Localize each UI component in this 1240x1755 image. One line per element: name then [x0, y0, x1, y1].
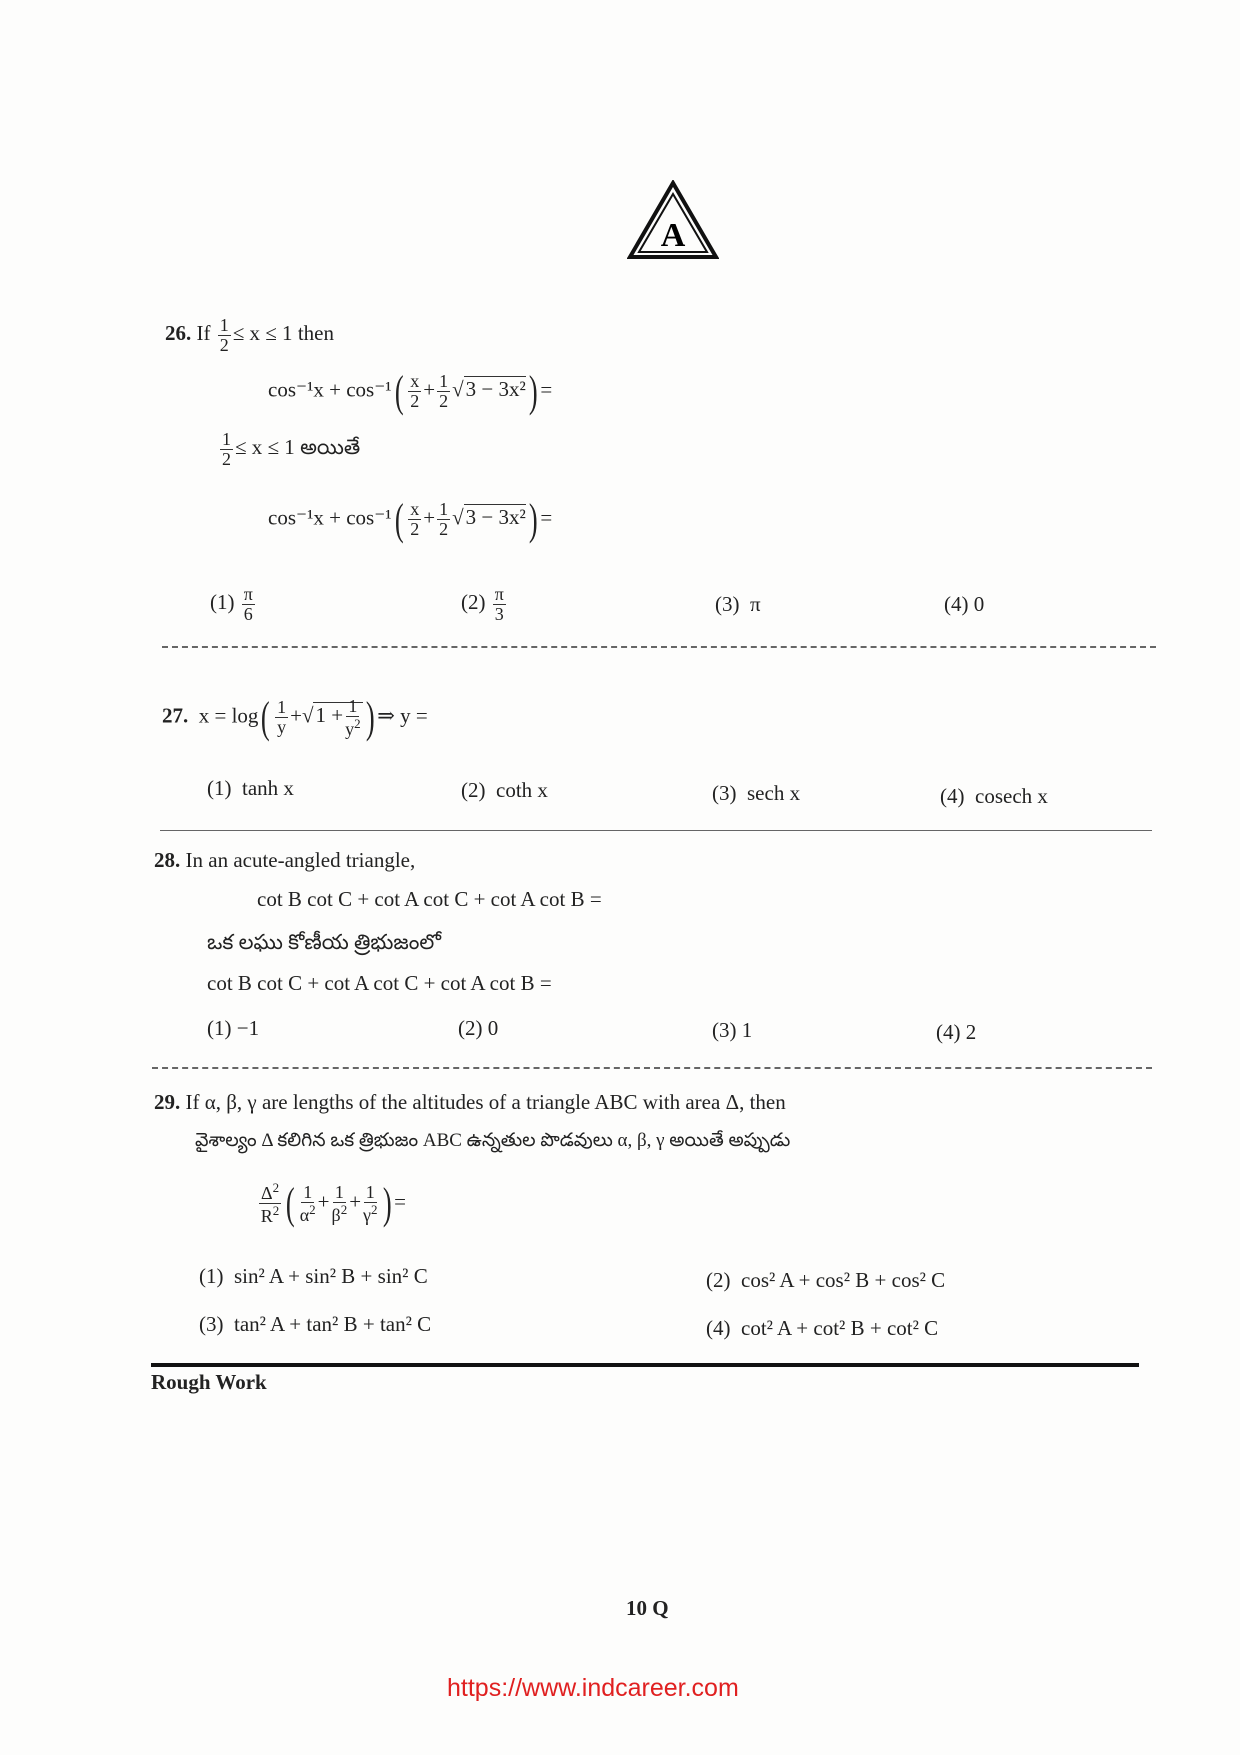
q28-option-2[interactable]: (2) 0: [458, 1016, 499, 1040]
page-number: 10 Q: [626, 1596, 669, 1620]
q26-option-2[interactable]: (2) $\frac{\pi}{3}$: [461, 584, 504, 624]
q27-option-2[interactable]: (2) coth x: [461, 778, 548, 802]
question-28-stem-te: ఒక లఘు కోణీయ త్రిభుజంలో: [207, 930, 442, 954]
q28-option-4[interactable]: (4) 2: [936, 1020, 977, 1044]
booklet-code-triangle-logo: [627, 180, 719, 260]
q29-option-2[interactable]: (2) cos² A + cos² B + cos² C: [706, 1268, 946, 1292]
question-26-expression-en: cos⁻¹x + cos⁻¹( $\frac{x}{2}$ + $\frac{1}{2}$ √3 − 3x²) =: [268, 367, 553, 416]
question-26-stem-te: $\frac{1}{2}$ ≤ x ≤ 1 అయితే: [222, 429, 361, 469]
question-28-stem: 28. In an acute-angled triangle,: [154, 848, 416, 872]
source-url-link[interactable]: https://www.indcareer.com: [447, 1674, 739, 1702]
q26-option-1[interactable]: (1) $\frac{\pi}{6}$: [210, 584, 253, 624]
question-26-expression-te: cos⁻¹x + cos⁻¹( $\frac{x}{2}$ + $\frac{1}{2}$ √3 − 3x²) =: [268, 495, 553, 544]
q29-option-1[interactable]: (1) sin² A + sin² B + sin² C: [199, 1264, 428, 1288]
q27-option-4[interactable]: (4) cosech x: [940, 784, 1048, 808]
rough-work-label: Rough Work: [151, 1370, 267, 1394]
divider: [160, 830, 1152, 831]
q28-option-3[interactable]: (3) 1: [712, 1018, 753, 1042]
svg-text:A: A: [660, 217, 686, 254]
question-29-stem: 29. If α, β, γ are lengths of the altitudes of a triangle ABC with area Δ, then: [154, 1090, 786, 1114]
q26-option-3[interactable]: (3) π: [715, 592, 761, 616]
question-29-stem-te: వైశాల్యం Δ కలిగిన ఒక త్రిభుజం ABC ఉన్నతుల పొడవులు α, β, γ అయితే అప్పుడు: [195, 1130, 791, 1151]
rough-work-divider: [151, 1363, 1139, 1367]
divider: [162, 646, 1156, 648]
question-26-stem: 26. If $\frac{1}{2}$ ≤ x ≤ 1 then: [165, 315, 334, 355]
q26-option-4[interactable]: (4) 0: [944, 592, 985, 616]
q28-option-1[interactable]: (1) −1: [207, 1016, 260, 1040]
question-28-expression-en: cot B cot C + cot A cot C + cot A cot B =: [257, 887, 602, 911]
q29-option-4[interactable]: (4) cot² A + cot² B + cot² C: [706, 1316, 939, 1340]
q29-option-3[interactable]: (3) tan² A + tan² B + tan² C: [199, 1312, 432, 1336]
question-27-stem: 27. x = log( $\frac{1}{y}$ +√1 + $\frac{1}{y^2}$ ) ⇒ y =: [162, 693, 428, 742]
question-28-expression-te: cot B cot C + cot A cot C + cot A cot B =: [207, 971, 552, 995]
q27-option-3[interactable]: (3) sech x: [712, 781, 801, 805]
divider: [152, 1067, 1152, 1069]
q27-option-1[interactable]: (1) tanh x: [207, 776, 294, 800]
question-29-expression: $\frac{\Delta^2}{R^2}$ ( $\frac{1}{\alpha^2}$ + $\frac{1}{\beta^2}$ + $\frac{1}{\gamma^2}$ ) =: [260, 1179, 406, 1228]
